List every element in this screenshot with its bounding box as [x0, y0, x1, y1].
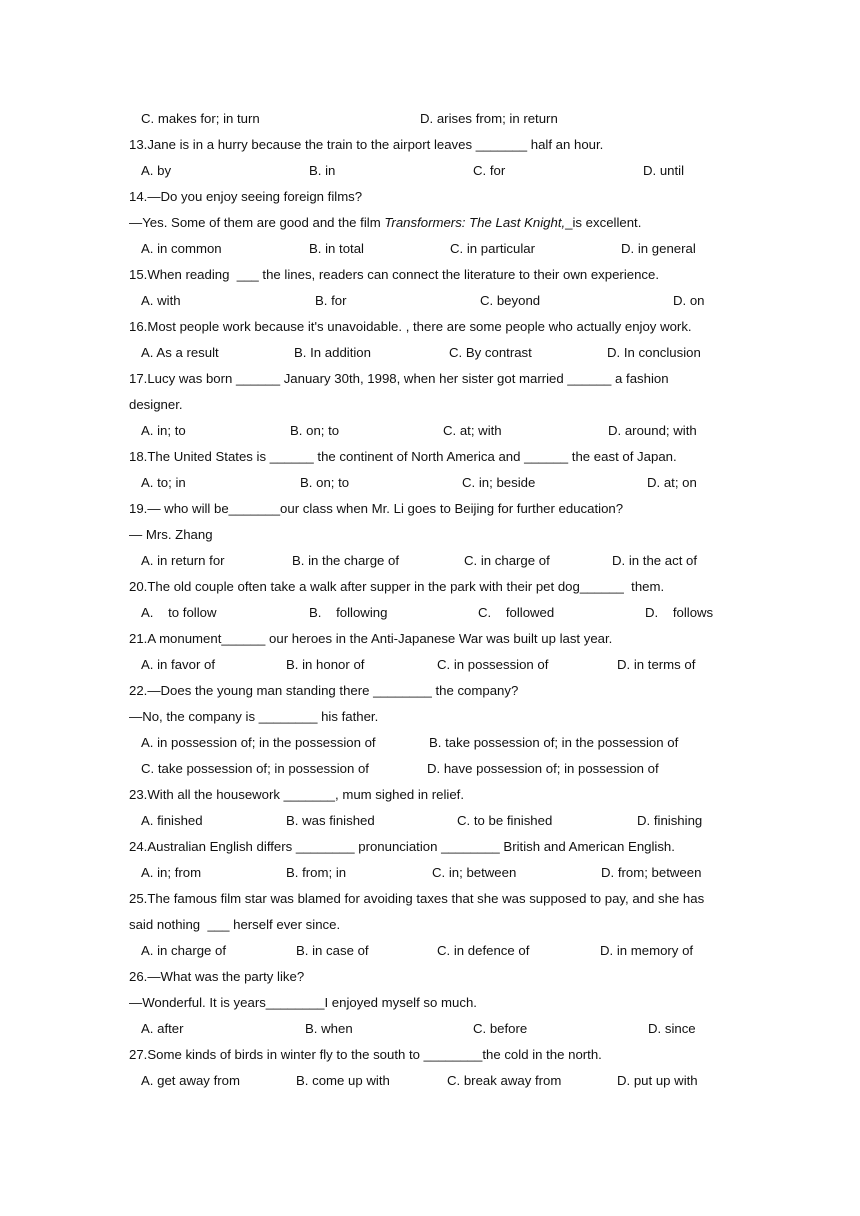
option-b: B. in honor of: [286, 657, 365, 672]
question-21-stem: 21.A monument______ our heroes in the Anti-Japanese War was built up last year.: [129, 631, 613, 646]
option-a: A. in; to: [141, 423, 186, 438]
option-c: C. in possession of: [437, 657, 549, 672]
option-a: A. get away from: [141, 1073, 240, 1088]
question-12-options: [0, 110, 860, 136]
option-b: B. following: [309, 605, 388, 620]
option-c: C. makes for; in turn: [141, 111, 260, 126]
option-a: A. by: [141, 163, 172, 178]
question-18-stem: 18.The United States is ______ the continent of North America and ______ the east of Japan.: [129, 449, 677, 464]
option-a: A. to; in: [141, 475, 186, 490]
option-b: B. on; to: [300, 475, 350, 490]
option-a: A. after: [141, 1021, 184, 1036]
question-24-stem: 24.Australian English differs ________ pronunciation ________ British and American English.: [129, 839, 675, 854]
option-c: C. in particular: [450, 241, 536, 256]
question-25-stem: 25.The famous film star was blamed for avoiding taxes that she was supposed to pay, and she has: [129, 891, 705, 906]
question-22-reply: —No, the company is ________ his father.: [129, 709, 379, 724]
option-a: A. in favor of: [141, 657, 216, 672]
option-a: A. with: [141, 293, 181, 308]
question-19-options: [0, 552, 860, 578]
question-24-options: [0, 864, 860, 890]
question-23-options: [0, 812, 860, 838]
option-c: C. By contrast: [449, 345, 532, 360]
option-c: C. for: [473, 163, 506, 178]
question-14-options: [0, 240, 860, 266]
option-d: D. in memory of: [600, 943, 694, 958]
option-a: A. in return for: [141, 553, 225, 568]
question-17-options: [0, 422, 860, 448]
option-c: C. to be finished: [457, 813, 553, 828]
option-d: D. finishing: [637, 813, 703, 828]
question-26-options: [0, 1020, 860, 1046]
option-c: C. at; with: [443, 423, 502, 438]
option-d: D. until: [643, 163, 685, 178]
question-22-stem: 22.—Does the young man standing there ________ the company?: [129, 683, 519, 698]
question-14-stem: 14.—Do you enjoy seeing foreign films?: [129, 189, 363, 204]
option-b: B. In addition: [294, 345, 371, 360]
question-19-reply: — Mrs. Zhang: [129, 527, 213, 542]
option-d: D. put up with: [617, 1073, 698, 1088]
option-d: D. since: [648, 1021, 696, 1036]
option-b: B. come up with: [296, 1073, 390, 1088]
option-a: A. As a result: [141, 345, 219, 360]
question-25-stem-cont: said nothing ___ herself ever since.: [129, 917, 341, 932]
question-13-stem: 13.Jane is in a hurry because the train to the airport leaves _______ half an hour.: [129, 137, 604, 152]
option-c: C. in charge of: [464, 553, 550, 568]
question-26-reply: —Wonderful. It is years________I enjoyed myself so much.: [129, 995, 477, 1010]
option-b: B. was finished: [286, 813, 375, 828]
question-25-options: [0, 942, 860, 968]
option-a: A. to follow: [141, 605, 217, 620]
option-d: D. from; between: [601, 865, 702, 880]
option-d: D. around; with: [608, 423, 697, 438]
option-c: C. in; between: [432, 865, 517, 880]
film-title: Transformers: The Last Knight,: [384, 215, 566, 230]
option-b: B. for: [315, 293, 347, 308]
question-19-stem: 19.— who will be_______our class when Mr. Li goes to Beijing for further education?: [129, 501, 624, 516]
option-d: D. on: [673, 293, 705, 308]
option-c: C. break away from: [447, 1073, 562, 1088]
option-a: A. in common: [141, 241, 222, 256]
option-d: D. follows: [645, 605, 714, 620]
option-b: B. from; in: [286, 865, 347, 880]
question-16-stem: 16.Most people work because it's unavoidable. , there are some people who actually enjoy work.: [129, 319, 692, 334]
question-16-options: [0, 344, 860, 370]
question-22-options-ab: [0, 734, 860, 760]
option-a: A. in possession of; in the possession of: [141, 735, 376, 750]
option-d: D. arises from; in return: [420, 111, 558, 126]
option-a: A. in; from: [141, 865, 202, 880]
option-d: D. in the act of: [612, 553, 698, 568]
option-a: A. in charge of: [141, 943, 227, 958]
question-13-options: [0, 162, 860, 188]
option-c: C. in; beside: [462, 475, 536, 490]
option-c: C. followed: [478, 605, 555, 620]
option-b: B. when: [305, 1021, 353, 1036]
option-d: D. in terms of: [617, 657, 696, 672]
question-27-options: [0, 1072, 860, 1098]
option-c: C. before: [473, 1021, 528, 1036]
question-14-reply: —Yes. Some of them are good and the film Transformers: The Last Knight,_is excellent.: [129, 215, 642, 230]
question-17-stem: 17.Lucy was born ______ January 30th, 1998, when her sister got married ______ a fashion: [129, 371, 669, 386]
option-c: C. in defence of: [437, 943, 530, 958]
question-15-options: [0, 292, 860, 318]
question-20-stem: 20.The old couple often take a walk after supper in the park with their pet dog______ them.: [129, 579, 665, 594]
option-b: B. take possession of; in the possession of: [429, 735, 679, 750]
option-d: D. In conclusion: [607, 345, 701, 360]
option-b: B. on; to: [290, 423, 340, 438]
option-b: B. in case of: [296, 943, 369, 958]
question-22-options-cd: [0, 760, 860, 786]
option-d: D. have possession of; in possession of: [427, 761, 659, 776]
question-26-stem: 26.—What was the party like?: [129, 969, 305, 984]
option-d: D. at; on: [647, 475, 697, 490]
question-18-options: [0, 474, 860, 500]
option-d: D. in general: [621, 241, 696, 256]
option-a: A. finished: [141, 813, 203, 828]
question-21-options: [0, 656, 860, 682]
question-27-stem: 27.Some kinds of birds in winter fly to the south to ________the cold in the north.: [129, 1047, 602, 1062]
option-b: B. in: [309, 163, 336, 178]
option-c: C. beyond: [480, 293, 541, 308]
option-c: C. take possession of; in possession of: [141, 761, 369, 776]
option-b: B. in total: [309, 241, 364, 256]
question-20-options: [0, 604, 860, 630]
question-23-stem: 23.With all the housework _______, mum sighed in relief.: [129, 787, 464, 802]
question-17-stem-cont: designer.: [129, 397, 183, 412]
question-15-stem: 15.When reading ___ the lines, readers can connect the literature to their own experience.: [129, 267, 660, 282]
option-b: B. in the charge of: [292, 553, 400, 568]
